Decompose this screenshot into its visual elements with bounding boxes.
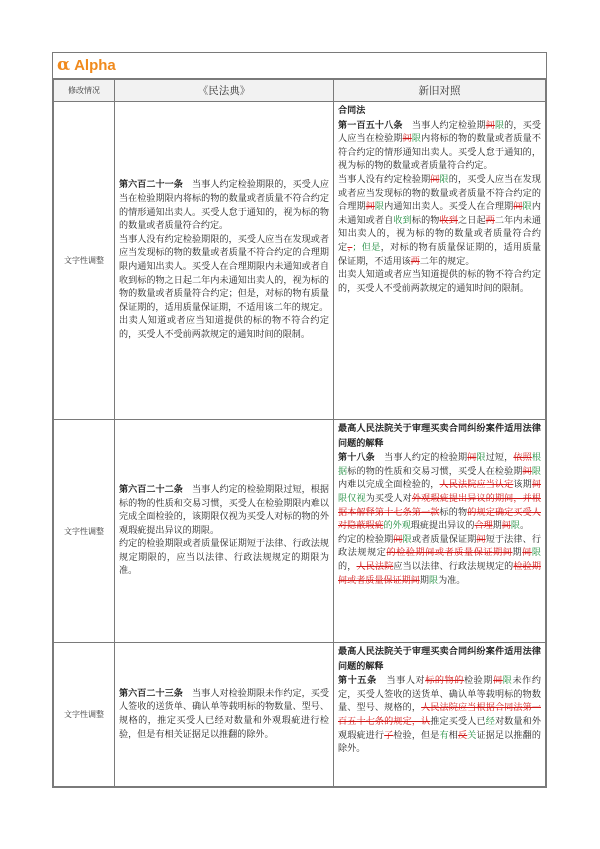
deleted-text: ，: [347, 242, 353, 253]
deleted-text: 间: [476, 534, 486, 545]
body-text: 瑕疵提出异议的: [410, 521, 475, 532]
article-heading: 最高人民法院关于审理买卖合同纠纷案件适用法律问题的解释: [338, 423, 541, 449]
inserted-text: ；但是: [352, 242, 381, 253]
inserted-text: 限: [476, 453, 486, 464]
civil-code-cell: [115, 420, 334, 643]
body-text: 当事人约定的检验期限过短，根据标的物的性质和交易习惯，买受人在检验期限内难以完成全面检验的，该期限仅视为买受人对标的物的外观瑕疵提出异议的期限。: [119, 484, 329, 536]
body-text: 短于法律、行政法规规定: [338, 534, 541, 559]
change-type-cell: 文字性调整: [54, 420, 115, 643]
civil-code-cell: [115, 643, 334, 787]
inserted-text: 关: [467, 730, 477, 741]
body-text: 过短，: [485, 453, 514, 464]
body-text: 当事人约定的检验期: [374, 453, 468, 464]
body-text: 对数量和外观瑕疵进行: [338, 716, 541, 741]
body-text: 标的物: [439, 507, 468, 518]
body-text: 约定的检验期限或者质量保证期短于法律、行政法规规定期限的，应当以法律、行政法规规定的期限为准。: [119, 539, 329, 577]
body-text: 检验，但是: [393, 730, 440, 741]
inserted-text: 限: [494, 120, 505, 131]
inserted-text: 限: [502, 676, 513, 687]
table-row: [54, 420, 546, 643]
article-heading: 第六百二十一条: [119, 179, 183, 191]
deleted-text: 检验期间或者质量保证期间: [338, 561, 541, 586]
comparison-table: [53, 79, 546, 787]
deleted-text: 间: [513, 202, 523, 213]
comparison-cell: [334, 102, 546, 420]
body-text: 标的物的性质和交易习惯，买受人在检验期: [347, 466, 523, 477]
body-text: 的，: [338, 561, 357, 572]
deleted-text: 标的物的: [425, 676, 464, 687]
inserted-text: 限: [531, 548, 541, 559]
body-text: 检验期: [463, 676, 494, 687]
inserted-text: 有: [439, 730, 449, 741]
column-header-change-type: 修改情况: [54, 80, 115, 102]
body-text: 出卖人知道或者应当知道提供的标的物不符合约定的，买受人不受前两款规定的通知时间的限制。: [338, 270, 541, 294]
alpha-logo-icon: α: [57, 55, 71, 75]
deleted-text: 间: [493, 676, 503, 687]
table-row: [54, 643, 546, 787]
deleted-text: 收到: [439, 215, 458, 226]
inserted-text: 限: [428, 575, 439, 586]
body-text: 应当以法律、行政法规规定的: [393, 561, 514, 572]
comparison-document: [52, 52, 547, 788]
article-heading: 第十八条: [338, 452, 375, 464]
body-text: 当事人对: [376, 676, 426, 687]
body-text: 约定的检验期: [338, 534, 394, 545]
body-text: 证据足以推翻的除外。: [338, 730, 541, 755]
body-text: 推定买受人已: [430, 716, 486, 727]
inserted-text: 根据: [338, 453, 541, 477]
table-row: [54, 102, 546, 420]
comparison-cell: [334, 643, 546, 787]
body-text: 二年内未通知出卖人的，视为标的物的数量或者质量符合约定: [338, 215, 541, 253]
brand-name: Alpha: [74, 57, 116, 74]
deleted-text: 反: [457, 730, 468, 741]
deleted-text: 间: [485, 120, 495, 131]
body-text: 二年的规定。: [419, 256, 475, 267]
header-row: [54, 80, 546, 102]
body-text: 期: [492, 521, 502, 532]
column-header-civil-code: 《民法典》: [115, 80, 334, 102]
article-heading: 第六百二十二条: [119, 483, 183, 495]
article-heading: 合同法: [338, 105, 366, 116]
article-heading: 最高人民法院关于审理买卖合同纠纷案件适用法律问题的解释: [338, 646, 541, 672]
deleted-text: 间: [467, 453, 477, 464]
inserted-text: 限: [411, 134, 422, 145]
column-header-old-new-comparison: 新旧对照: [334, 80, 546, 102]
body-text: 为买受人对: [365, 493, 412, 504]
deleted-text: 的检验期间或者质量保证期间: [386, 548, 513, 559]
inserted-text: 限: [510, 521, 520, 532]
body-text: 当事人约定检验期: [402, 120, 486, 131]
deleted-text: 人民法院应当根据合同法第一百五十七条的规定，认: [338, 703, 541, 727]
deleted-text: 间: [501, 521, 511, 532]
body-text: 期: [419, 575, 429, 586]
deleted-text: 了: [384, 730, 394, 741]
body-text: ，对标的物有质量保证期的，适用质量保证期，不适用该: [338, 242, 541, 267]
deleted-text: 的规定确定: [467, 507, 514, 518]
body-text: 当事人没有约定检验期: [338, 174, 431, 185]
deleted-text: 间: [522, 466, 532, 477]
deleted-text: 买受人对隐蔽瑕疵: [338, 507, 541, 532]
article-heading: 第一百五十八条: [338, 119, 403, 131]
inserted-text: 限: [402, 534, 412, 545]
body-text: 出卖人知道或者应当知道提供的标的物不符合约定的，买受人不受前两款规定的通知时间的限制。: [119, 316, 329, 340]
body-text: 的，买受人应当在发现或者应当发现标的物的数量或者质量不符合约定的合理期: [338, 174, 541, 213]
change-type-cell: 文字性调整: [54, 643, 115, 787]
inserted-text: 限: [522, 202, 532, 213]
body-text: 为准。: [438, 575, 466, 586]
body-text: 相: [448, 730, 458, 741]
change-type-cell: 文字性调整: [54, 102, 115, 420]
body-text: 内难以完成全面检验的，: [338, 480, 440, 491]
inserted-text: 限: [439, 174, 449, 185]
body-text: 或者质量保证期: [411, 534, 477, 545]
body-text: 内通知出卖人。买受人在合理期: [384, 202, 514, 213]
body-text: 未作约定，买受人签收的送货单、确认单等载明标的物数量、型号、规格的，: [338, 676, 541, 714]
inserted-text: 限仅视: [338, 493, 366, 504]
deleted-text: 合理: [474, 521, 493, 532]
body-text: 的，买受人应当在检验期: [338, 120, 541, 145]
deleted-text: 间: [402, 134, 412, 145]
body-text: 内未通知或者自: [338, 202, 541, 226]
body-text: 当事人约定检验期限的，买受人应当在检验期限内将标的物的数量或者质量不符合约定的情形通知出卖人。买受人怠于通知的，视为标的物的数量或者质量符合约定。: [119, 180, 329, 232]
inserted-text: 经: [485, 716, 495, 727]
deleted-text: 的期间，并根据本解释第十七条第一款: [338, 493, 541, 518]
article-heading: 第六百二十三条: [119, 687, 183, 699]
body-text: 内将标的物的数量或者质量不符合约定的情形通知出卖人。买受人怠于通知的，视为标的物的数量或者质量符合约定。: [338, 134, 541, 172]
body-text: 当事人对检验期限未作约定，买受人签收的送货单、确认单等载明标的物数量、型号、规格的，推定买受人已经对数量和外观瑕疵进行检验，但是有相关证据足以推翻的除外。: [119, 688, 329, 740]
deleted-text: 人民法院应当认定: [439, 480, 514, 491]
deleted-text: 间: [365, 202, 375, 213]
body-text: 当事人没有约定检验期限的，买受人应当在发现或者应当发现标的物的数量或者质量不符合约定的合理期限内通知出卖人。买受人在合理期限内未通知或者自收到标的物之日起二年内未通知出卖人的，视为标的物的数量或者质量符合约定；但是，对标的物有质量保证期的，适用质量保证期，不适用该二年的规定。: [119, 234, 329, 313]
deleted-text: 人民法院: [356, 561, 394, 572]
inserted-text: 的外观: [383, 521, 411, 532]
article-heading: 第十五条: [338, 675, 377, 687]
comparison-cell: [334, 420, 546, 643]
inserted-text: 限: [374, 202, 385, 213]
deleted-text: 两: [410, 256, 420, 267]
body-text: 标的物: [411, 215, 440, 226]
body-text: 期: [512, 548, 523, 559]
deleted-text: 外观瑕疵提出异议: [411, 493, 486, 504]
deleted-text: 依照: [513, 453, 532, 464]
brand-header: [53, 53, 546, 79]
inserted-text: 收到: [393, 215, 412, 226]
body-text: 之日起: [458, 215, 486, 226]
deleted-text: 间: [522, 548, 532, 559]
deleted-text: 间: [393, 534, 403, 545]
deleted-text: 间: [531, 480, 541, 491]
deleted-text: 两: [485, 215, 495, 226]
civil-code-cell: [115, 102, 334, 420]
deleted-text: 间: [430, 174, 440, 185]
inserted-text: 限: [531, 466, 541, 477]
body-text: 。: [519, 521, 530, 532]
body-text: 该期: [513, 480, 532, 491]
